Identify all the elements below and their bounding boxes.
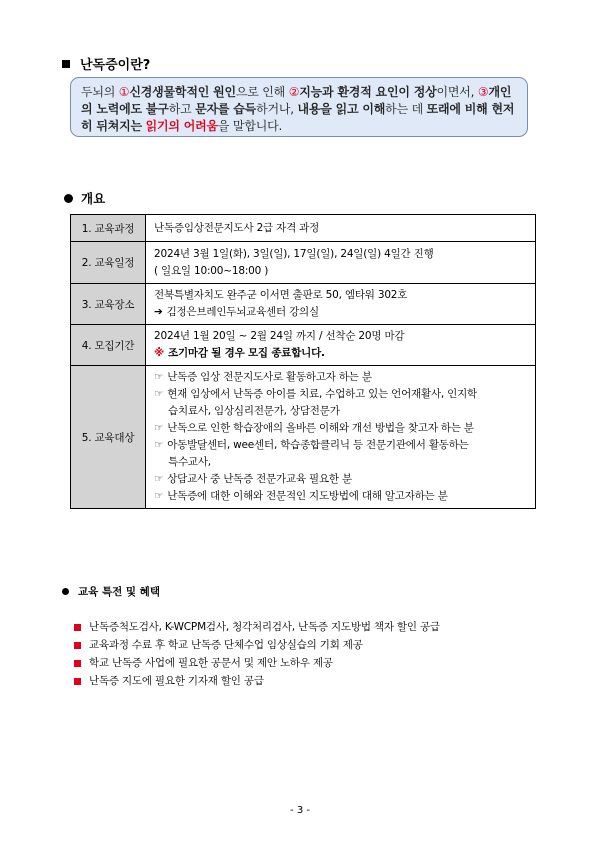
target-audience-text: 난독증 임상 전문지도사로 활동하고자 하는 분 <box>167 371 372 383</box>
overview-row-value <box>146 215 536 242</box>
location-detail-text: 김정은브레인두뇌교육센터 강의실 <box>166 306 319 318</box>
target-audience-item <box>154 454 527 471</box>
target-audience-text: 난독으로 인한 학습장애의 올바른 이해와 개선 방법을 찾고자 하는 분 <box>167 422 474 434</box>
section-definition-title: 난독증이란? <box>80 58 151 73</box>
section-benefits-heading <box>62 584 160 599</box>
target-audience-item <box>154 420 527 437</box>
overview-row-label: 2. 교육일정 <box>71 242 146 284</box>
target-audience-item <box>154 403 527 420</box>
overview-value-line: 2024년 1월 20일 ~ 2월 24일 까지 / 선착순 20명 마감 <box>154 330 405 342</box>
definition-text-segment: 개인의 노력에도 불구 <box>81 85 512 116</box>
early-close-note <box>154 345 527 362</box>
target-audience-text: 아동발달센터, wee센터, 학습종합클리닉 등 전문기관에서 활동하는 <box>167 439 469 451</box>
red-square-bullet-icon <box>74 660 81 667</box>
pointing-hand-icon: ☞ <box>154 490 164 502</box>
target-audience-item <box>154 471 527 488</box>
early-close-note-text: 조기마감 될 경우 모집 종료합니다. <box>168 347 325 359</box>
definition-text-segment: 하는 데 <box>385 102 427 116</box>
overview-table <box>70 214 536 509</box>
overview-value-line: ( 일요일 10:00~18:00 ) <box>154 264 269 277</box>
overview-value-line: 전북특별자치도 완주군 이서면 출판로 50, 엠타워 302호 <box>154 289 408 301</box>
definition-text-segment: 신경생물학적인 원인 <box>129 85 236 99</box>
location-detail <box>154 304 527 321</box>
benefit-item <box>74 672 440 690</box>
overview-row-value <box>146 242 536 284</box>
benefit-text: 학교 난독증 사업에 필요한 공문서 및 제안 노하우 제공 <box>89 657 333 669</box>
overview-row-value <box>146 325 536 366</box>
page-number: - 3 - <box>290 805 310 816</box>
definition-text-segment: 지능과 환경적 요인이 정상 <box>299 85 437 99</box>
target-audience-item <box>154 386 527 403</box>
overview-row <box>71 215 536 242</box>
overview-row-value <box>146 284 536 325</box>
pointing-hand-icon: ☞ <box>154 473 164 485</box>
benefits-list <box>74 618 440 690</box>
definition-text-segment: 두뇌의 <box>81 85 119 99</box>
definition-text-segment: ③ <box>477 85 489 99</box>
target-audience-text: 특수교사, <box>168 456 211 468</box>
section-benefits-title: 교육 특전 및 혜택 <box>78 586 160 598</box>
definition-text-segment: 이면서, <box>436 85 478 99</box>
section-definition-heading <box>62 54 150 73</box>
circle-bullet-icon <box>64 194 73 203</box>
reference-mark-icon: ※ <box>154 347 165 359</box>
overview-row <box>71 242 536 284</box>
arrow-right-icon: ➔ <box>154 306 163 318</box>
pointing-hand-icon: ☞ <box>154 439 164 451</box>
definition-text-segment: ② <box>288 85 300 99</box>
definition-text-segment: ① <box>118 85 130 99</box>
target-audience-item <box>154 369 527 386</box>
definition-text-segment: 하고 <box>168 102 196 116</box>
target-audience-text: 습치료사, 임상심리전문가, 상담전문가 <box>168 405 340 417</box>
overview-row-value <box>146 366 536 509</box>
definition-text-segment: 읽기의 어려움 <box>145 119 218 133</box>
overview-row-label: 4. 모집기간 <box>71 325 146 366</box>
target-audience-text: 난독증에 대한 이해와 전문적인 지도방법에 대해 알고자하는 분 <box>167 490 448 502</box>
overview-row <box>71 325 536 366</box>
red-square-bullet-icon <box>74 624 81 631</box>
circle-bullet-icon <box>62 588 69 595</box>
target-audience-item <box>154 488 527 505</box>
benefit-item <box>74 618 440 636</box>
definition-text-segment: 내용을 읽고 이해 <box>297 102 386 116</box>
benefit-text: 난독증 지도에 필요한 기자재 할인 공급 <box>89 675 264 687</box>
overview-value-line: 2024년 3월 1일(화), 3일(일), 17일(일), 24일(일) 4일간 진행 <box>154 247 434 260</box>
benefit-item <box>74 654 440 672</box>
overview-row-label: 3. 교육장소 <box>71 284 146 325</box>
definition-text-segment: 또래에 비해 현저히 뒤쳐지는 <box>81 102 515 133</box>
overview-row-label: 5. 교육대상 <box>71 366 146 509</box>
target-audience-item <box>154 437 527 454</box>
red-square-bullet-icon <box>74 678 81 685</box>
pointing-hand-icon: ☞ <box>154 371 164 383</box>
section-overview-title: 개요 <box>81 191 106 206</box>
overview-value-line: 난독증임상전문지도사 2급 자격 과정 <box>154 221 320 234</box>
red-square-bullet-icon <box>74 642 81 649</box>
benefit-text: 난독증척도검사, K-WCPM검사, 청각처리검사, 난독증 지도방법 책자 할인 공급 <box>89 621 440 633</box>
target-audience-text: 현재 임상에서 난독증 아이를 치료, 수업하고 있는 언어재활사, 인지학 <box>167 388 477 400</box>
definition-text-segment: 으로 인해 <box>235 85 289 99</box>
overview-row <box>71 366 536 509</box>
definition-box <box>70 77 528 137</box>
overview-row-label: 1. 교육과정 <box>71 215 146 242</box>
overview-row <box>71 284 536 325</box>
target-audience-text: 상담교사 중 난독증 전문가교육 필요한 분 <box>167 473 352 485</box>
section-overview-heading <box>64 189 105 207</box>
benefit-text: 교육과정 수료 후 학교 난독증 단체수업 임상실습의 기회 제공 <box>89 639 363 651</box>
definition-text-segment: 하거나, <box>256 102 298 116</box>
pointing-hand-icon: ☞ <box>154 388 164 400</box>
benefit-item <box>74 636 440 654</box>
definition-text-segment: 을 말합니다. <box>217 119 283 133</box>
pointing-hand-icon: ☞ <box>154 422 164 434</box>
definition-text-segment: 문자를 습득 <box>195 102 257 116</box>
square-bullet-icon <box>62 60 70 68</box>
